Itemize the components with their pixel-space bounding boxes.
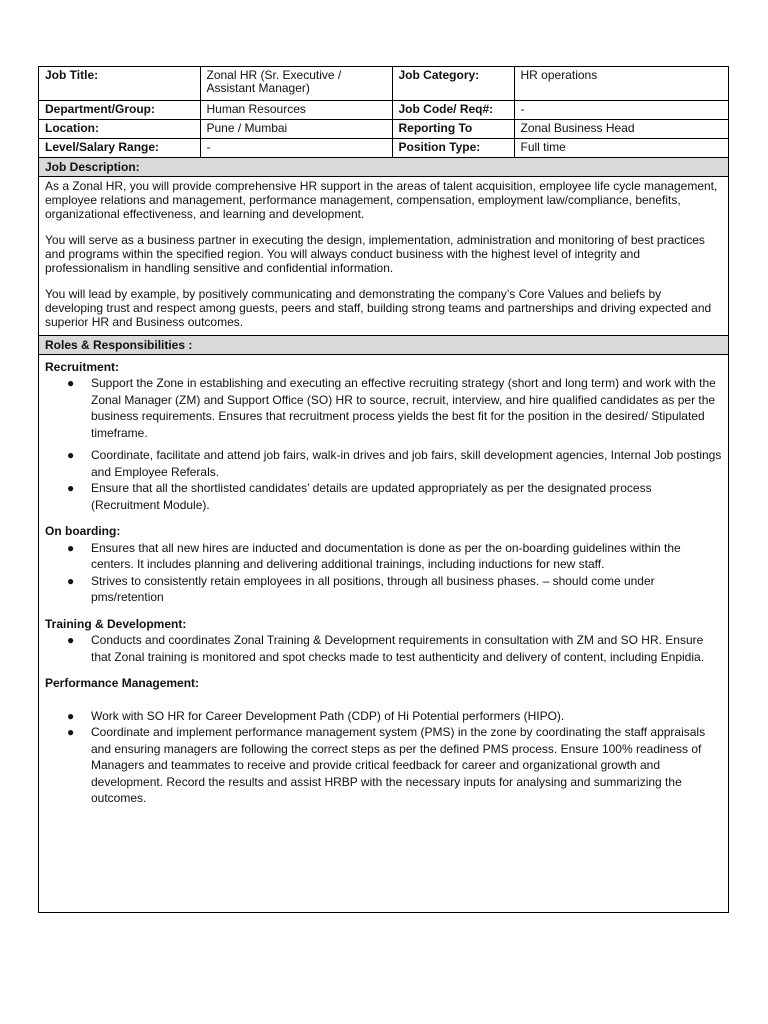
list-item [45,480,722,513]
job-title-line: Zonal HR (Sr. Executive / [206,68,342,82]
list-item [45,375,722,441]
onboarding-list [45,540,722,606]
level-salary-value: - [200,138,392,157]
bullet-icon: ● [67,633,75,647]
list-item [45,632,722,665]
table-row [39,100,728,119]
list-item-text: Support the Zone in establishing and executing an effective recruiting strategy (short and long term) and work with the Zonal Manager (ZM) and Support Office (SO) HR to source, recruit, interview, and hire qualified candidates as per the business requirements. Ensures that recruitment process yields the best fit for the position in the desired/ Stipulated timeframe. [91,376,716,440]
department-label: Department/Group: [39,100,200,119]
list-item-text: Work with SO HR for Career Development Path (CDP) of Hi Potential performers (HIPO). [91,708,565,723]
table-row [39,67,728,100]
location-value: Pune / Mumbai [200,119,392,138]
list-item-text: Coordinate and implement performance management system (PMS) in the zone by coordinating the staff appraisals and ensuring managers are following the correct steps as per the defined PMS process. Ensure 100% readiness of Managers and teammates to receive and provide critical feedback for career and organizational growth and development. Record the results and assist HRBP with the necessary inputs for analysing and summarizing the outcomes. [91,725,706,805]
list-item-text: Strives to consistently retain employees in all positions, through all business phases. – should come under pms/retention [91,573,655,604]
list-item-text: Conducts and coordinates Zonal Training & Development requirements in consultation with ZM and SO HR. Ensure that Zonal training is monitored and spot checks made to test authenticity and delivery of content, including Enpidia. [91,633,705,664]
job-title-line: Assistant Manager) [206,81,310,95]
job-code-value: - [514,100,728,119]
roles-body [39,355,728,807]
bullet-icon: ● [67,725,75,739]
performance-heading: Performance Management: [45,676,200,690]
table-row [39,119,728,138]
description-paragraph: You will serve as a business partner in executing the design, implementation, administration and monitoring of best practices and programs within the specified region. You will always conduct business with the highest level of integrity and professionalism in handling sensitive and confidential information. [45,232,705,275]
recruitment-list [45,375,722,513]
job-description-document [38,66,729,913]
position-type-label: Position Type: [392,138,514,157]
department-value: Human Resources [200,100,392,119]
bullet-icon: ● [67,540,75,555]
job-description-body [39,177,728,336]
list-item-text: Ensures that all new hires are inducted and documentation is done as per the on-boarding guidelines within the centers. It includes planning and delivering additional trainings, including inductions for new staff. [91,540,681,571]
list-item [45,447,722,480]
description-paragraph: As a Zonal HR, you will provide comprehensive HR support in the areas of talent acquisition, employee life cycle management, employee relations and management, performance management, compensation, employment law/compliance, benefits, organizational effectiveness, and learning and development. [45,178,718,221]
list-item-text: Ensure that all the shortlisted candidates’ details are updated appropriately as per the designated process (Recruitment Module). [91,481,652,512]
level-salary-label: Level/Salary Range: [39,138,200,157]
reporting-to-label: Reporting To [392,119,514,138]
recruitment-heading: Recruitment: [45,359,120,374]
bullet-icon: ● [67,708,75,723]
table-row [39,138,728,157]
description-paragraph: You will lead by example, by positively communicating and demonstrating the company’s Core Values and beliefs by developing trust and respect among guests, peers and staff, building strong teams and partnerships and driving expected and superior HR and Business outcomes. [45,286,712,329]
location-label: Location: [39,119,200,138]
bullet-icon: ● [67,481,75,495]
job-description-heading: Job Description: [39,158,728,177]
training-list [45,632,722,665]
job-info-table [39,67,728,158]
job-title-label: Job Title: [39,67,200,100]
list-item [45,540,722,573]
reporting-to-value: Zonal Business Head [514,119,728,138]
roles-heading: Roles & Responsibilities : [39,336,728,355]
performance-list [45,708,722,807]
bullet-icon: ● [67,573,75,588]
bullet-icon: ● [67,448,75,462]
job-title-value [200,67,392,100]
job-category-label: Job Category: [392,67,514,100]
list-item [45,708,722,725]
list-item-text: Coordinate, facilitate and attend job fairs, walk-in drives and job fairs, skill development agencies, Internal Job postings and Employee Referals. [91,448,722,479]
job-category-value: HR operations [514,67,728,100]
list-item [45,724,722,807]
list-item [45,573,722,606]
bullet-icon: ● [67,376,75,390]
position-type-value: Full time [514,138,728,157]
training-heading: Training & Development: [45,616,187,631]
onboarding-heading: On boarding: [45,524,121,538]
job-code-label: Job Code/ Req#: [392,100,514,119]
